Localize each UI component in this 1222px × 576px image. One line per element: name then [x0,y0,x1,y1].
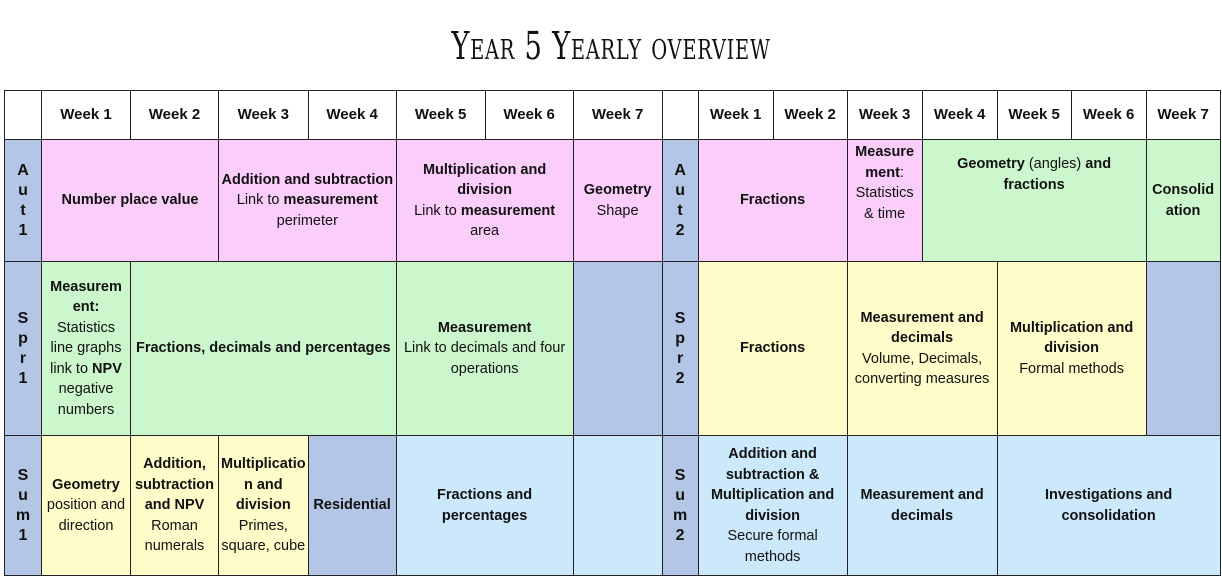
term-label-sum2: S u m 2 [662,436,698,576]
week-header: Week 1 [698,91,773,140]
week-header: Week 6 [485,91,573,140]
term-label-spr2: S p r 2 [662,262,698,436]
week-header: Week 7 [573,91,662,140]
topic-addition-subtraction-multiplication: Addition and subtraction & Multiplication and division Secure formal methods [698,436,847,576]
spring-row [5,262,1221,436]
autumn-row [5,140,1221,262]
topic-measurement-decimals: Measurement and decimals [847,436,997,576]
week-header: Week 2 [131,91,219,140]
topic-number-place-value: Number place value [42,140,219,262]
term-label-aut2: A u t 2 [662,140,698,262]
topic-fractions-decimals-percentages: Fractions, decimals and percentages [131,262,397,436]
week-header: Week 5 [396,91,485,140]
topic-consolidation: Consolid ation [1146,140,1220,262]
page-title: Year 5 Yearly overview [451,24,771,68]
corner-cell [5,91,42,140]
topic-fractions: Fractions [698,140,847,262]
empty-week [1146,262,1220,436]
topic-fractions-percentages: Fractions and percentages [396,436,573,576]
empty-week [573,436,662,576]
week-header: Week 2 [773,91,847,140]
topic-residential: Residential [308,436,396,576]
topic-geometry-position: Geometry position and direction [42,436,131,576]
empty-week [573,262,662,436]
topic-measurement-statistics: Measure ment: Statistics & time [847,140,922,262]
yearly-overview-table [4,90,1221,576]
topic-measurement-decimals: Measurement and decimals Volume, Decimals, converting measures [847,262,997,436]
header-row [5,91,1221,140]
topic-measurement-decimals: Measurement Link to decimals and four operations [396,262,573,436]
summer-row [5,436,1221,576]
term-label-spr1: S p r 1 [5,262,42,436]
topic-multiplication-division: Multiplicatio n and division Primes, square, cube [219,436,309,576]
week-header: Week 5 [997,91,1071,140]
term-label-sum1: S u m 1 [5,436,42,576]
topic-geometry-angles-fractions: Geometry (angles) and fractions [922,140,1146,262]
topic-multiplication-division: Multiplication and division Link to measurement area [396,140,573,262]
topic-measurement-statistics: Measurem ent: Statistics line graphs link to NPV negative numbers [42,262,131,436]
week-header: Week 3 [219,91,309,140]
week-header: Week 3 [847,91,922,140]
week-header: Week 1 [42,91,131,140]
week-header: Week 4 [308,91,396,140]
corner-cell [662,91,698,140]
week-header: Week 4 [922,91,997,140]
topic-investigations-consolidation: Investigations and consolidation [997,436,1220,576]
week-header: Week 7 [1146,91,1220,140]
topic-multiplication-division: Multiplication and division Formal methods [997,262,1146,436]
topic-addition-subtraction-npv: Addition, subtraction and NPV Roman numerals [131,436,219,576]
term-label-aut1: A u t 1 [5,140,42,262]
topic-fractions: Fractions [698,262,847,436]
week-header: Week 6 [1071,91,1146,140]
topic-geometry-shape: Geometry Shape [573,140,662,262]
topic-addition-subtraction: Addition and subtraction Link to measurement perimeter [219,140,397,262]
